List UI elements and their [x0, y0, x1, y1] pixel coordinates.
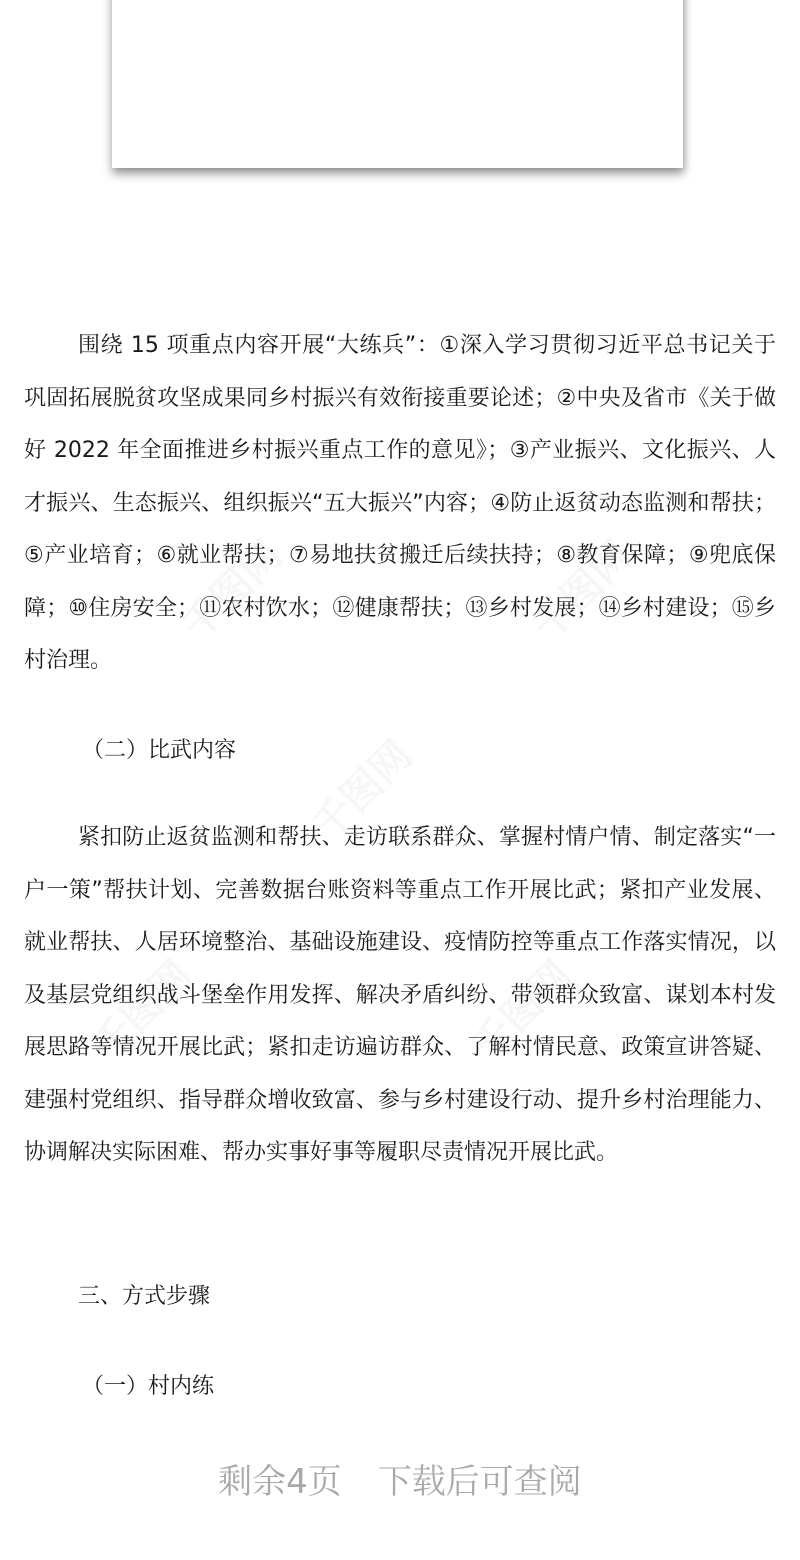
section-heading: （二）比武内容 [82, 738, 237, 763]
download-to-view-label: 下载后可查阅 [377, 1462, 582, 1502]
body-paragraph: 围绕 15 项重点内容开展“大练兵”：①深入学习贯彻习近平总书记关于巩固拓展脱贫攻坚成果同乡村振兴有效衔接重要论述；②中央及省市《关于做好 2022 年全面推进乡村振兴重点工作的意见》；③产业振兴、文化振兴、人才振兴、生态振兴、组织振兴“五大振兴”内容；④防止返贫动态监测和帮扶；⑤产业培育；⑥就业帮扶；⑦易地扶贫搬迁后续扶持；⑧教育保障；⑨兜底保障；⑩住房安全；⑪农村饮水；⑫健康帮扶；⑬乡村发展；⑭乡村建设；⑮乡村治理。 [24, 333, 776, 673]
download-prompt[interactable] [0, 1458, 800, 1506]
section-heading: （一）村内练 [82, 1374, 215, 1399]
remaining-pages-label: 剩余4页 [218, 1462, 342, 1502]
body-paragraph: 紧扣防止返贫监测和帮扶、走访联系群众、掌握村情户情、制定落实“一户一策”帮扶计划、完善数据台账资料等重点工作开展比武；紧扣产业发展、就业帮扶、人居环境整治、基础设施建设、疫情防控等重点工作落实情况，以及基层党组织战斗堡垒作用发挥、解决矛盾纠纷、带领群众致富、谋划本村发展思路等情况开展比武；紧扣走访遍访群众、了解村情民意、政策宣讲答疑、建强村党组织、指导群众增收致富、参与乡村建设行动、提升乡村治理能力、协调解决实际困难、帮办实事好事等履职尽责情况开展比武。 [24, 825, 776, 1165]
document-preview-card [112, 0, 683, 168]
section-heading: 三、方式步骤 [78, 1284, 211, 1309]
